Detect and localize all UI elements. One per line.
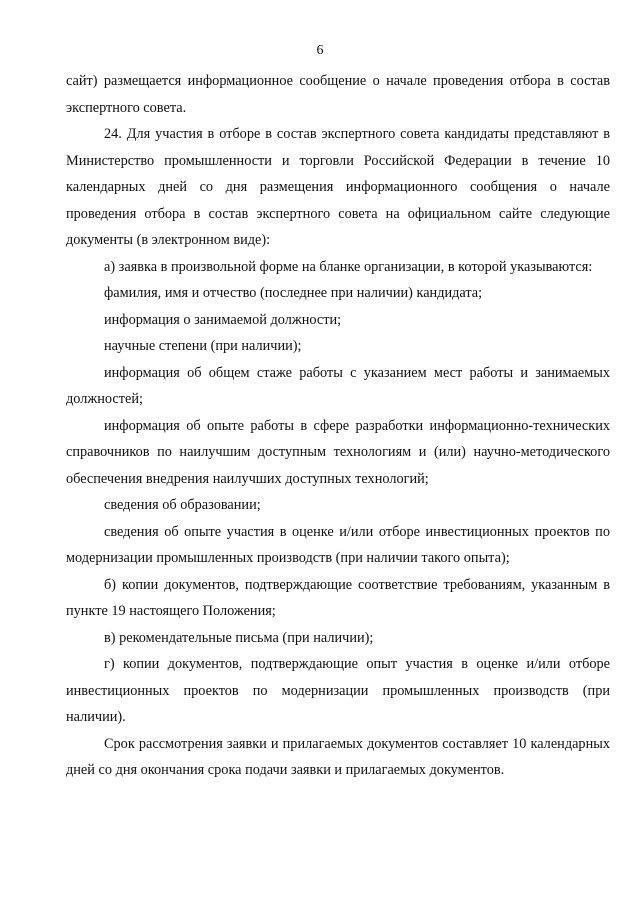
paragraph: сведения об опыте участия в оценке и/или отборе инвестиционных проектов по модернизации промышленных производств (при наличии такого опыта); — [66, 523, 610, 566]
paragraph: а) заявка в произвольной форме на бланке организации, в которой указываются: — [104, 258, 593, 275]
paragraph: г) копии документов, подтверждающие опыт участия в оценке и/или отборе инвестиционных проектов по модернизации промышленных производств (при наличии). — [66, 656, 610, 725]
page-number: 6 — [316, 43, 324, 58]
paragraph: сведения об образовании; — [104, 497, 261, 513]
paragraph: фамилия, имя и отчество (последнее при наличии) кандидата; — [104, 285, 483, 301]
paragraph: информация об общем стаже работы с указанием мест работы и занимаемых должностей; — [66, 364, 610, 407]
paragraph: Срок рассмотрения заявки и прилагаемых документов составляет 10 календарных дней со дня окончания срока подачи заявки и прилагаемых документов. — [66, 735, 610, 778]
paragraph: 24. Для участия в отборе в состав экспертного совета кандидаты представляют в Министерство промышленности и торговли Российской Федерации в течение 10 календарных дней со дня размещения информационного сообщения о начале проведения отбора в состав экспертного совета на официальном сайте следующие документы (в электронном виде): — [66, 126, 610, 248]
paragraph: информация о занимаемой должности; — [104, 311, 342, 328]
paragraph: информация об опыте работы в сфере разработки информационно-технических справочников по наилучшим доступным технологиям и (или) научно-методического обеспечения внедрения наилучших доступных технологий; — [66, 417, 610, 487]
paragraph: в) рекомендательные письма (при наличии); — [104, 629, 374, 646]
paragraph: научные степени (при наличии); — [104, 338, 302, 354]
document-body — [66, 68, 610, 784]
paragraph: сайт) размещается информационное сообщение о начале проведения отбора в состав экспертного совета. — [66, 73, 610, 116]
paragraph: б) копии документов, подтверждающие соответствие требованиям, указанным в пункте 19 настоящего Положения; — [66, 576, 610, 619]
